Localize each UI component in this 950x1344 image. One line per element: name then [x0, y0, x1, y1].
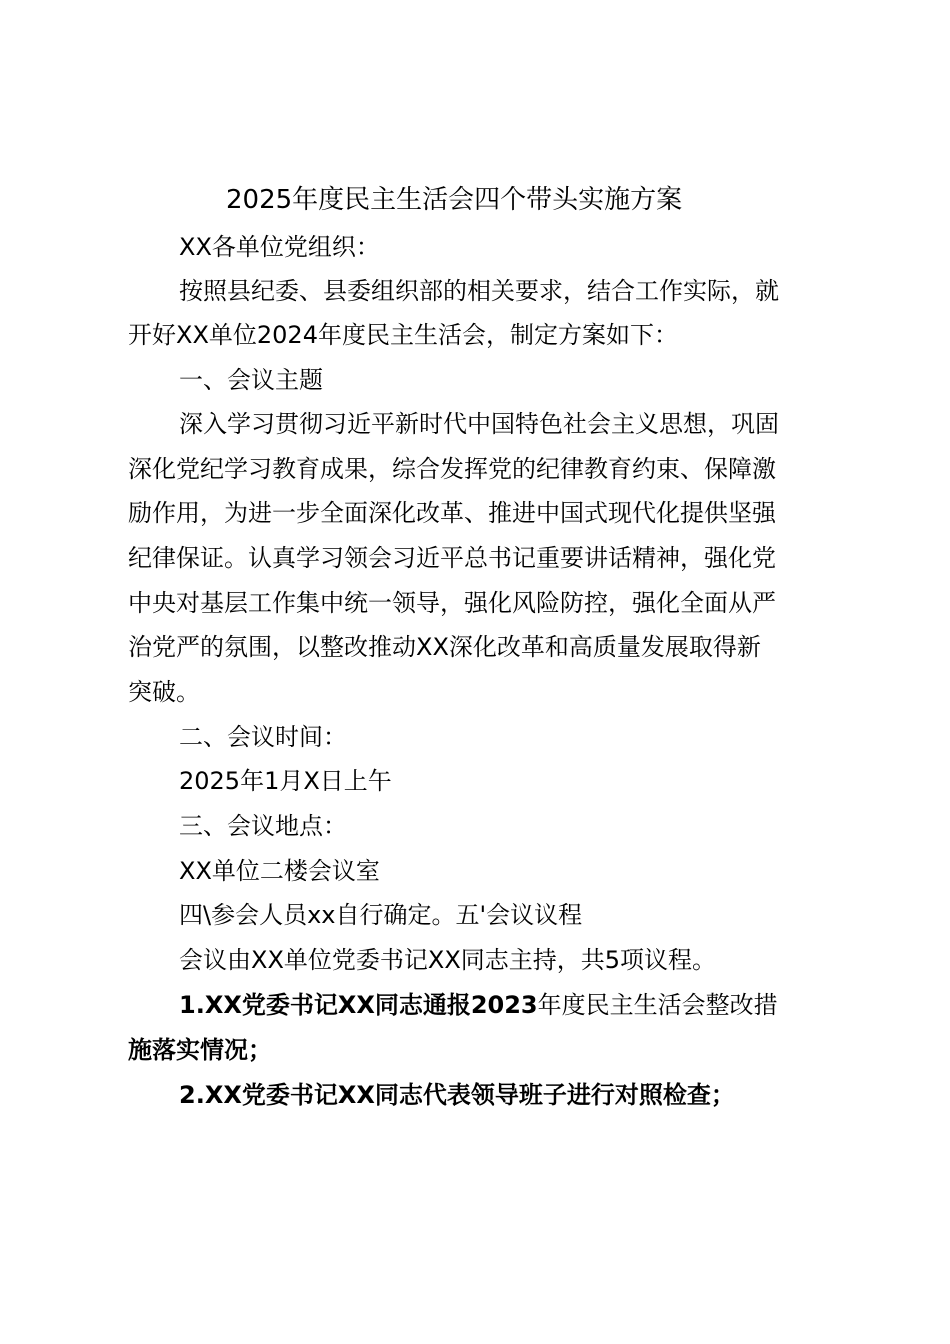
section-1-line-7: 突破。 [128, 678, 200, 706]
section-2-heading: 二、会议时间： [179, 723, 347, 751]
meeting-location: XX单位二楼会议室 [179, 857, 380, 885]
section-1-line-6: 治党严的氛围，以整改推动XX深化改革和高质量发展取得新 [128, 633, 761, 661]
salutation: XX各单位党组织： [179, 233, 380, 261]
agenda-item-2: 2.XX党委书记XX同志代表领导班子进行对照检查； [179, 1081, 735, 1109]
section-4-line: 四\参会人员xx自行确定。五'会议议程 [179, 901, 583, 929]
meeting-time: 2025年1月X日上午 [179, 767, 392, 795]
section-1-line-4: 纪律保证。认真学习领会习近平总书记重要讲话精神，强化党 [128, 544, 776, 572]
agenda-item-1-normal: 年度民主生活会整改措 [537, 991, 778, 1019]
intro-line-2: 开好XX单位2024年度民主生活会，制定方案如下： [128, 321, 678, 349]
section-1-line-3: 励作用，为进一步全面深化改革、推进中国式现代化提供坚强 [128, 499, 776, 527]
section-1-line-2: 深化党纪学习教育成果，综合发挥党的纪律教育约束、保障激 [128, 455, 776, 483]
agenda-item-1 [179, 990, 778, 1020]
section-1-line-1: 深入学习贯彻习近平新时代中国特色社会主义思想，巩固 [179, 410, 779, 438]
document-title: 2025年度民主生活会四个带头实施方案 [226, 185, 683, 215]
agenda-intro: 会议由XX单位党委书记XX同志主持，共5项议程。 [179, 946, 717, 974]
agenda-item-1-cont: 施落实情况； [128, 1036, 272, 1064]
intro-line-1: 按照县纪委、县委组织部的相关要求，结合工作实际，就 [179, 277, 779, 305]
section-1-heading: 一、会议主题 [179, 366, 323, 394]
agenda-item-1-bold: 1.XX党委书记XX同志通报2023 [179, 991, 538, 1019]
section-1-line-5: 中央对基层工作集中统一领导，强化风险防控，强化全面从严 [128, 589, 776, 617]
section-3-heading: 三、会议地点： [179, 812, 347, 840]
